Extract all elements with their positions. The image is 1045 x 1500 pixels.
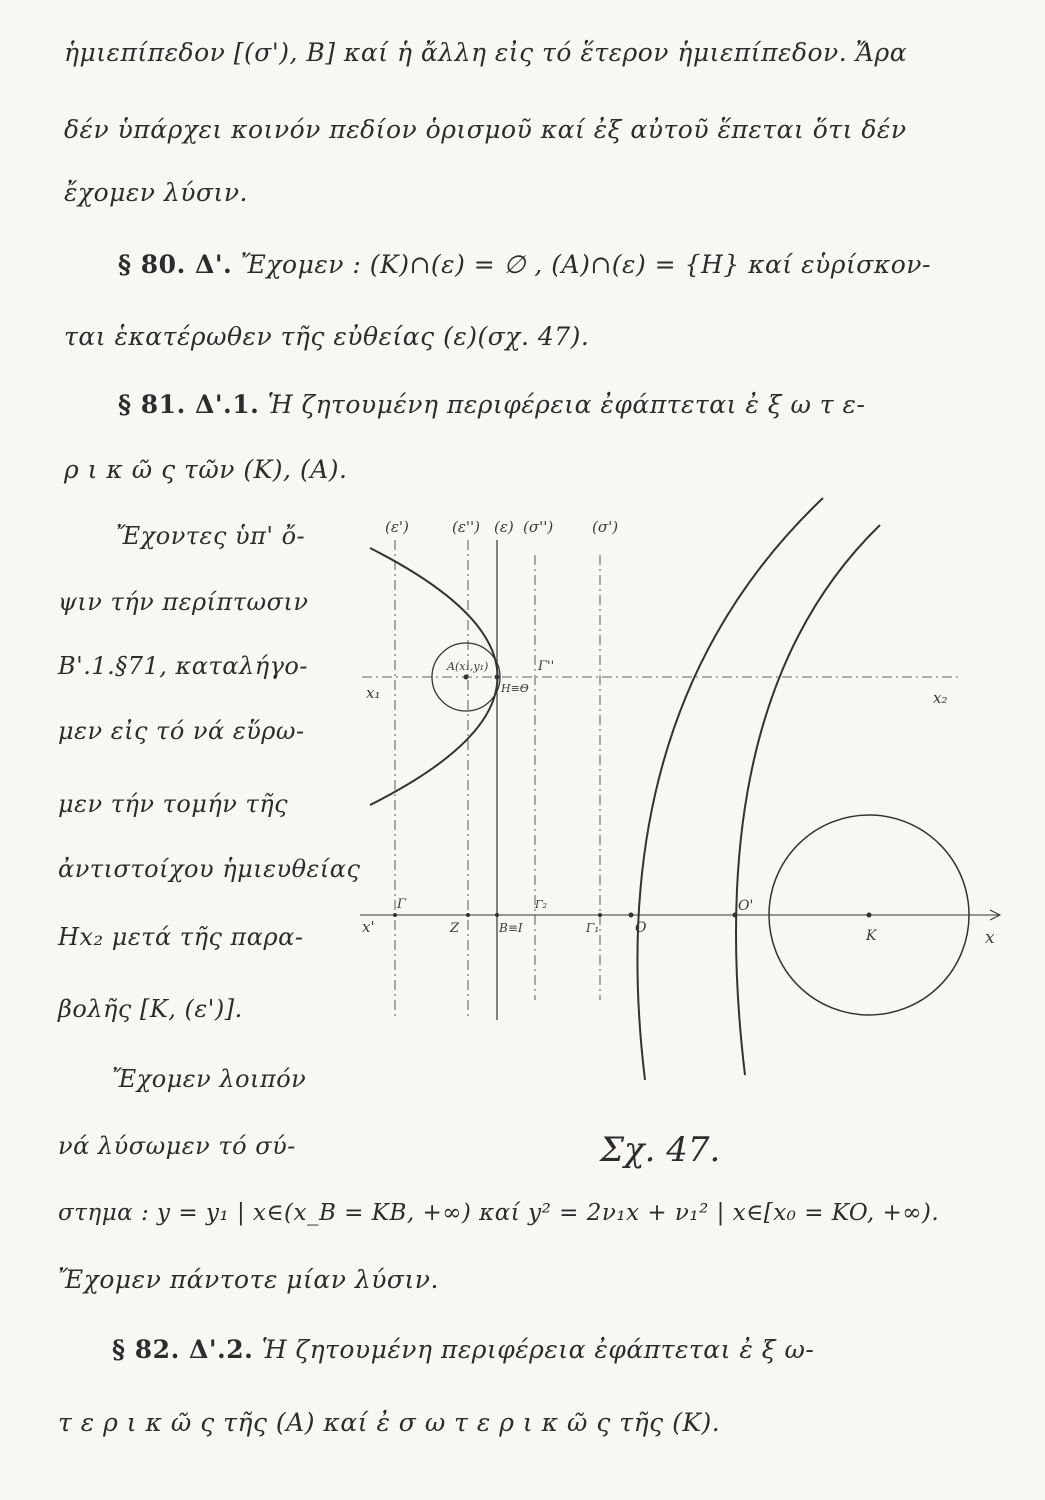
text-line-21: τ ε ρ ι κ ῶ ς τῆς (Α) καί ἐ σ ω τ ε ρ ι κ ῶ ς τῆς (Κ).: [58, 1408, 721, 1437]
text-line-8: Ἔχοντες ὑπ' ὄ-: [116, 522, 306, 550]
label-A: A(x₁,y₁): [447, 660, 489, 673]
text-line-9: ψιν τήν περίπτωσιν: [58, 588, 309, 616]
point-G: [393, 913, 397, 917]
text-line-18-system: στημα : y = y₁ | x∈(x_B = KB, +∞) καί y² = 2ν₁x + ν₁² | x∈[x₀ = KO, +∞).: [58, 1200, 940, 1226]
label-sigma-prime: (σ'): [592, 518, 619, 536]
label-Z: Z: [450, 921, 460, 936]
label-G: Γ: [397, 897, 407, 912]
label-G1: Γ₁: [586, 921, 600, 935]
label-x-prime: x': [362, 918, 375, 936]
point-O: [629, 913, 634, 918]
text-line-14: Ηx₂ μετά τῆς παρα-: [58, 923, 304, 951]
label-x1: x₁: [366, 684, 381, 702]
label-K: K: [866, 928, 877, 944]
label-e: (ε): [494, 518, 514, 536]
text-line-2: δέν ὑπάρχει κοινόν πεδίον ὁρισμοῦ καί ἐξ αὐτοῦ ἕπεται ὅτι δέν: [64, 115, 907, 144]
text-line-13: ἀντιστοίχου ἡμιευθείας: [58, 855, 361, 883]
point-Z: [466, 913, 470, 917]
parabola-left: [370, 548, 498, 805]
text-line-17: νά λύσωμεν τό σύ-: [58, 1132, 296, 1160]
text-line-15: βολῆς [Κ, (ε')].: [58, 995, 243, 1023]
text-line-7: ρ ι κ ῶ ς τῶν (Κ), (Α).: [64, 455, 348, 484]
label-H: H≡Θ: [501, 682, 529, 695]
point-G1: [598, 913, 602, 917]
label-x: x: [985, 928, 995, 948]
curve-outer: [736, 525, 880, 1075]
section-82-heading: § 82. Δ'.2.: [112, 1335, 254, 1364]
curve-inner: [637, 498, 823, 1080]
section-80-text: Ἔχομεν : (Κ)∩(ε) = ∅ , (Α)∩(ε) = {Η} καί εὑρίσκον-: [232, 250, 931, 279]
text-line-5: ται ἑκατέρωθεν τῆς εὐθείας (ε)(σχ. 47).: [64, 322, 590, 351]
text-line-16: Ἔχομεν λοιπόν: [112, 1065, 307, 1093]
label-e-prime: (ε'): [385, 518, 409, 536]
point-H: [495, 675, 500, 680]
text-line-1: ἡμιεπίπεδον [(σ'), Β] καί ἡ ἄλλη εἰς τό ἕτερον ἡμιεπίπεδον. Ἄρα: [64, 38, 908, 67]
label-G-double-prime: Γ'': [538, 659, 555, 674]
text-line-11: μεν εἰς τό νά εὕρω-: [58, 717, 305, 745]
label-O-prime: O': [738, 898, 754, 914]
point-A: [464, 675, 469, 680]
label-x2: x₂: [933, 689, 948, 707]
label-e-double-prime: (ε''): [452, 518, 481, 536]
section-80-heading: § 80. Δ'.: [118, 250, 233, 279]
section-82-text: Ἡ ζητουμένη περιφέρεια ἐφάπτεται ἐ ξ ω-: [253, 1335, 815, 1364]
label-B: B≡I: [499, 921, 523, 935]
text-line-3: ἔχομεν λύσιν.: [64, 178, 248, 207]
section-81-heading: § 81. Δ'.1.: [118, 390, 260, 419]
label-G2: Γ₂: [535, 898, 548, 911]
point-K: [867, 913, 872, 918]
text-line-12: μεν τήν τομήν τῆς: [58, 790, 289, 818]
point-B: [495, 913, 499, 917]
figure-caption: Σχ. 47.: [600, 1130, 721, 1170]
text-line-10: Β'.1.§71, καταλήγο-: [58, 652, 308, 680]
point-O-prime: [733, 913, 738, 918]
label-O: O: [635, 920, 647, 936]
section-81-text: Ἡ ζητουμένη περιφέρεια ἐφάπτεται ἐ ξ ω τ ε-: [259, 390, 866, 419]
label-sigma-double-prime: (σ''): [523, 518, 554, 536]
text-line-19: Ἔχομεν πάντοτε μίαν λύσιν.: [58, 1265, 439, 1294]
